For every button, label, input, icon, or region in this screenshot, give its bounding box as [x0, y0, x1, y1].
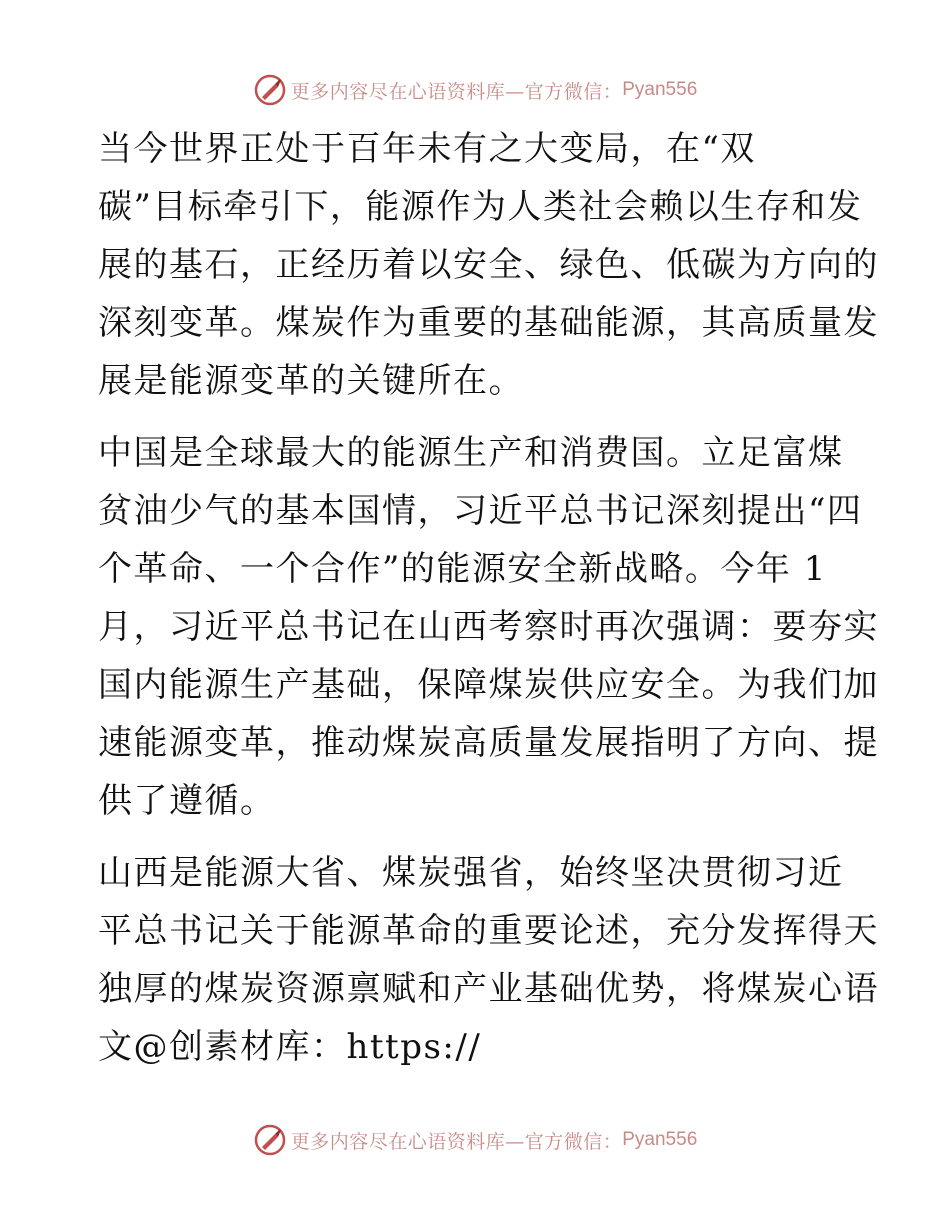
footer-watermark — [0, 1120, 950, 1160]
text-line: 深刻变革。煤炭作为重要的基础能源，其高质量发 — [98, 303, 879, 343]
text-line: 平总书记关于能源革命的重要论述，充分发挥得天 — [98, 911, 879, 951]
watermark-text: 更多内容尽在心语资料库—官方微信： — [290, 80, 623, 103]
text-line: 展的基石，正经历着以安全、绿色、低碳为方向的 — [98, 245, 879, 285]
text-line: 文@创素材库：https:// — [98, 1027, 482, 1067]
pen-nib-icon — [253, 1123, 287, 1157]
text-line: 贫油少气的基本国情，习近平总书记深刻提出“四 — [98, 491, 863, 531]
text-line: 月，习近平总书记在山西考察时再次强调：要夯实 — [98, 607, 879, 647]
text-line: 山西是能源大省、煤炭强省，始终坚决贯彻习近 — [98, 853, 844, 893]
pen-nib-icon — [253, 73, 287, 107]
text-line: 个革命、一个合作”的能源安全新战略。今年 1 — [98, 549, 827, 589]
header-watermark — [0, 70, 950, 110]
document-body — [98, 120, 879, 1090]
paragraph-3 — [98, 844, 879, 1076]
text-line: 速能源变革，推动煤炭高质量发展指明了方向、提 — [98, 723, 879, 763]
text-line: 供了遵循。 — [98, 781, 276, 821]
watermark-text: 更多内容尽在心语资料库—官方微信： — [290, 1130, 623, 1153]
paragraph-2 — [98, 424, 879, 830]
watermark-brand: Pyan556 — [622, 1129, 698, 1150]
text-line: 独厚的煤炭资源禀赋和产业基础优势，将煤炭心语 — [98, 969, 879, 1009]
text-line: 中国是全球最大的能源生产和消费国。立足富煤 — [98, 433, 844, 473]
text-line: 碳”目标牵引下，能源作为人类社会赖以生存和发 — [98, 187, 863, 227]
text-line: 国内能源生产基础，保障煤炭供应安全。为我们加 — [98, 665, 879, 705]
paragraph-1 — [98, 120, 879, 410]
watermark-brand: Pyan556 — [622, 79, 698, 100]
text-line: 展是能源变革的关键所在。 — [98, 361, 524, 401]
text-line: 当今世界正处于百年未有之大变局，在“双 — [98, 129, 756, 169]
